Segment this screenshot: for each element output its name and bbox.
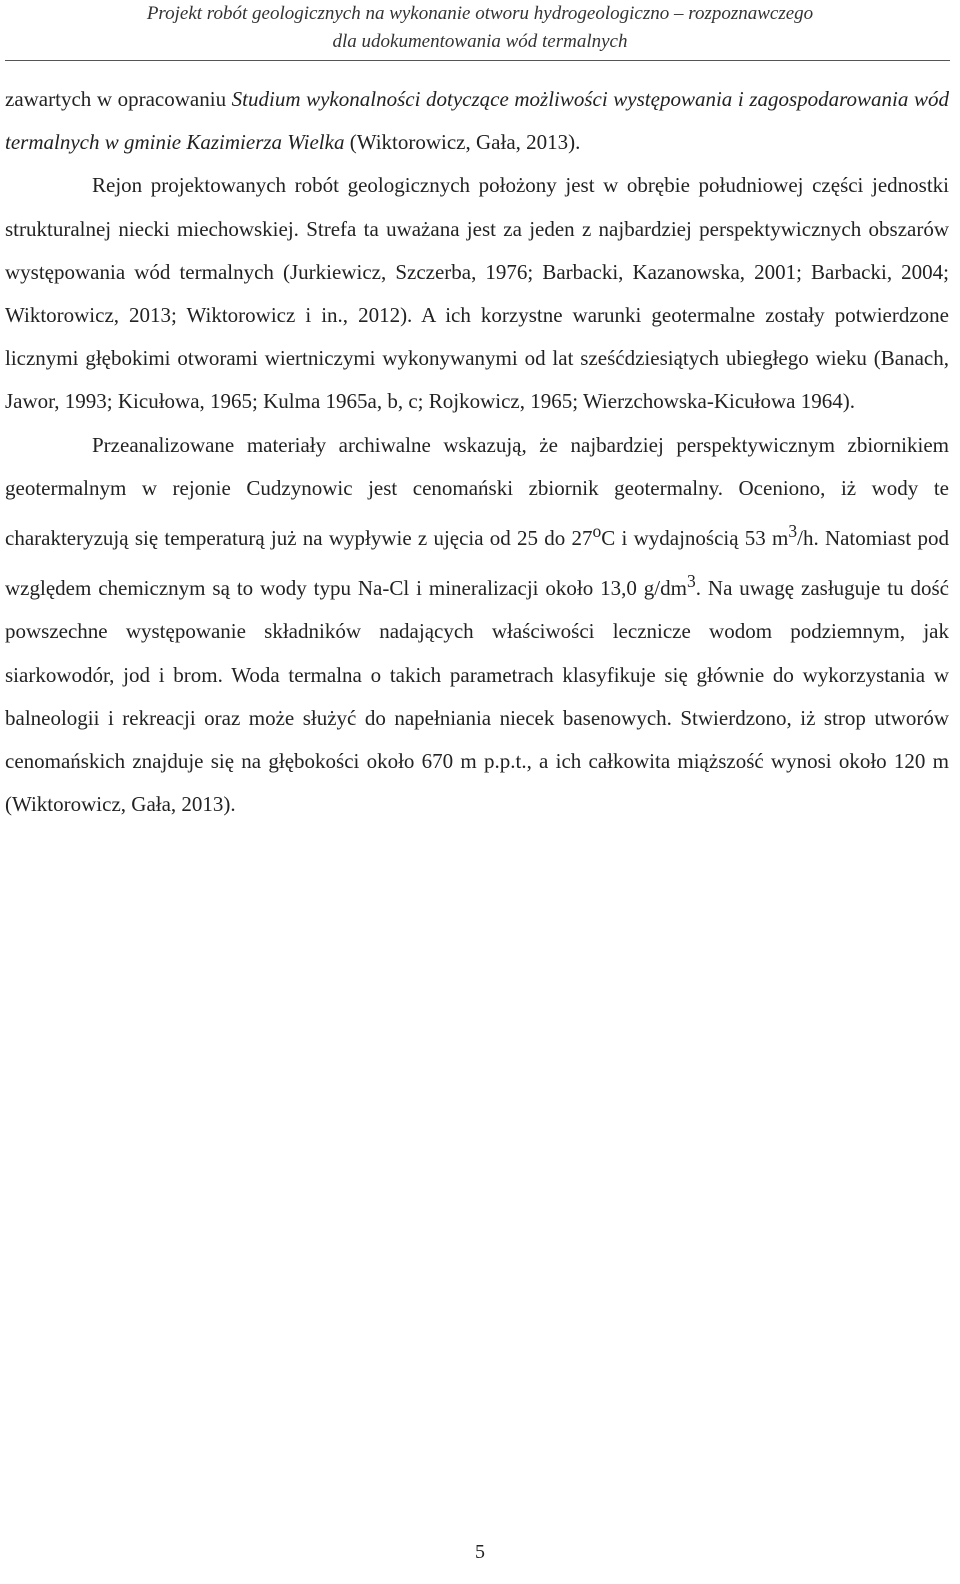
- paragraph-2: Rejon projektowanych robót geologicznych położony jest w obrębie południowej części jednostki strukturalnej niecki miechowskiej. Strefa ta uważana jest za jeden z najbardziej perspektywicznych obszarów występowania wód termalnych (Jurkiewicz, Szczerba, 1976; Barbacki, Kazanowska, 2001; Barbacki, 2004; Wiktorowicz, 2013; Wiktorowicz i in., 2012). A ich korzystne warunki geotermalne zostały potwierdzone licznymi głębokimi otworami wiertniczymi wykonywanymi od lat sześćdziesiątych ubiegłego wieku (Banach, Jawor, 1993; Kicułowa, 1965; Kulma 1965a, b, c; Rojkowicz, 1965; Wierzchowska-Kicułowa 1964).: [5, 173, 949, 414]
- header-title-italic: Projekt robót geologicznych na wykonanie otworu hydrogeologiczno: [146, 3, 670, 24]
- header-divider: [5, 60, 950, 61]
- paragraph-3-part-4: . Na uwagę zasługuje tu dość powszechne występowanie składników nadających właściwości lecznicze wodom podziemnym, jak siarkowodór, jod i brom. Woda termalna o takich parametrach klasyfikuje się głównie do wykorzystania w balneologii i rekreacji oraz może służyć do napełniania niecek basenowych. Stwierdzono, iż strop utworów cenomańskich znajduje się na głębokości około 670 m p.p.t., a ich całkowita miąższość wynosi około 120 m (Wiktorowicz, Gała, 2013).: [5, 576, 949, 817]
- document-body: [5, 78, 949, 826]
- paragraph-3-part-1: Przeanalizowane materiały archiwalne wskazują, że najbardziej perspektywicznym zbiornikiem geotermalnym w rejonie Cudzynowic jest cenomański zbiornik geotermalny. Oceniono, iż wody te charakteryzują się temperaturą już na wypływie z ujęcia od 25 do 27: [5, 432, 949, 551]
- paragraph-3: [5, 424, 949, 827]
- degree-superscript: o: [592, 521, 602, 542]
- page-header: [0, 0, 960, 56]
- paragraph-3-part-3: /h. Natomiast pod względem chemicznym są to wody typu Na-Cl i mineralizacji około 13,0 g/dm: [5, 526, 949, 601]
- header-line-1: [0, 0, 960, 28]
- cubic-superscript-1: 3: [788, 521, 798, 542]
- page-number: 5: [475, 1541, 485, 1563]
- paragraph-1: [5, 78, 949, 164]
- cubic-superscript-2: 3: [686, 571, 696, 592]
- header-line-2: dla udokumentowania wód termalnych: [332, 31, 628, 52]
- study-title: Studium wykonalności dotyczące możliwości występowania i zagospodarowania wód termalnych w gminie Kazimierza Wielka: [5, 87, 949, 155]
- paragraph-3-part-2: C i wydajnością 53 m: [601, 526, 789, 551]
- header-title-suffix: – rozpoznawczego: [669, 3, 814, 24]
- paragraph-1-lead: zawartych w opracowaniu: [5, 87, 232, 111]
- paragraph-1-citation: (Wiktorowicz, Gała, 2013).: [344, 130, 581, 155]
